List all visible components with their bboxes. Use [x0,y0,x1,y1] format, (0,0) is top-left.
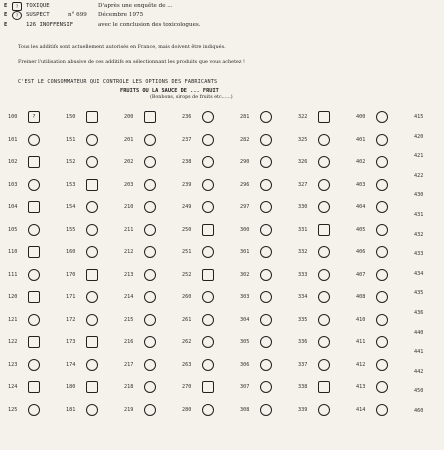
additive-code: 435 [414,290,424,297]
additive-code: 236 [182,114,192,120]
additive-code: 415 [414,114,424,120]
additive-code: 406 [356,249,366,255]
additive-code: 281 [240,114,250,120]
suspect-circle-icon [318,179,330,191]
additive-code: 100 [8,114,18,120]
suspect-circle-icon [376,404,388,416]
additive-code: 214 [124,294,134,300]
suspect-circle-icon [202,314,214,326]
suspect-circle-icon [318,314,330,326]
toxic-square-icon [318,381,330,393]
additive-code: 260 [182,294,192,300]
additive-code: 202 [124,159,134,165]
toxic-square-icon [86,179,98,191]
suspect-circle-icon [260,111,272,123]
suspect-circle-icon [376,111,388,123]
additive-code: 173 [66,339,76,345]
suspect-circle-icon [318,246,330,258]
legend-value: n° 699 [68,12,87,19]
additive-code: 104 [8,204,18,210]
suspect-circle-icon [260,381,272,393]
suspect-circle-icon [144,314,156,326]
additive-code: 280 [182,406,192,413]
additive-code: 400 [356,114,366,120]
additive-code: 301 [240,249,250,255]
toxic-square-icon [144,111,156,123]
additive-code: 404 [356,204,366,210]
additive-code: 339 [298,406,308,413]
suspect-circle-icon [260,156,272,168]
additive-code: 270 [182,384,192,390]
suspect-circle-icon [376,224,388,236]
suspect-circle-icon [376,156,388,168]
additive-code: 261 [182,316,192,323]
legend-code: E [4,12,8,19]
suspect-circle-icon [28,359,40,371]
additive-code: 430 [414,192,424,199]
additive-code: 422 [414,172,424,179]
additive-code: 153 [66,181,76,188]
additive-code: 152 [66,159,76,165]
additive-code: 434 [414,270,424,277]
additive-code: 335 [298,316,308,323]
suspect-circle-icon [86,359,98,371]
additive-code: 171 [66,294,76,300]
additive-code: 238 [182,159,192,165]
suspect-circle-icon [260,246,272,258]
additive-code: 405 [356,226,366,233]
suspect-circle-icon [376,246,388,258]
suspect-circle-icon [318,291,330,303]
additive-code: 303 [240,294,250,300]
suspect-circle-icon [202,359,214,371]
suspect-circle-icon [86,291,98,303]
suspect-circle-icon [28,404,40,416]
additive-code: 111 [8,271,18,278]
additive-code: 325 [298,136,308,143]
additive-code: 420 [414,133,424,140]
suspect-circle-icon [376,201,388,213]
suspect-circle-icon [202,134,214,146]
paragraph-authorization: Tous les additifs sont actuellement autorisés en France, mais doivent être indiqués. [18,44,226,50]
legend-code: E [4,21,8,28]
additive-code: 200 [124,114,134,120]
additive-code: 421 [414,153,424,160]
additive-code: 402 [356,159,366,165]
toxic-square-icon [28,246,40,258]
additive-code: 125 [8,406,18,413]
additive-code: 150 [66,114,76,120]
additive-code: 337 [298,361,308,368]
suspect-circle-icon [376,359,388,371]
additive-code: 308 [240,406,250,413]
suspect-circle-icon [318,134,330,146]
additive-code: 330 [298,204,308,210]
suspect-circle-icon [144,291,156,303]
additive-code: 122 [8,339,18,345]
additive-code: 219 [124,406,134,413]
additive-code: 110 [8,249,18,255]
suspect-circle-icon [318,201,330,213]
suspect-circle-icon [28,224,40,236]
toxic-square-icon [28,336,40,348]
suspect-circle-icon [202,179,214,191]
additive-code: 160 [66,249,76,255]
additive-code: 123 [8,361,18,368]
additive-code: 407 [356,271,366,278]
additive-code: 442 [414,368,424,375]
suspect-circle-icon [260,269,272,281]
legend-text: Décembre 1975 [98,12,144,19]
toxic-square-icon [202,224,214,236]
suspect-circle-icon [376,291,388,303]
additive-code: 296 [240,181,250,188]
suspect-circle-icon [144,224,156,236]
additive-code: 412 [356,361,366,368]
additive-code: 105 [8,226,18,233]
additive-code: 210 [124,204,134,210]
suspect-circle-icon [318,359,330,371]
additive-code: 332 [298,249,308,255]
suspect-circle-icon [86,134,98,146]
additive-code: 327 [298,181,308,188]
additive-code: 300 [240,226,250,233]
additive-code: 262 [182,339,192,345]
additive-code: 263 [182,361,192,368]
additive-grid [0,110,444,450]
toxic-square-icon [202,381,214,393]
suspect-circle-icon [144,179,156,191]
suspect-circle-icon [260,291,272,303]
suspect-circle-icon [86,246,98,258]
additive-code: 441 [414,349,424,356]
additive-code: 250 [182,226,192,233]
additive-code: 218 [124,384,134,390]
additive-code: 213 [124,271,134,278]
toxic-square-icon [202,269,214,281]
legend-row-suspect [2,11,442,20]
suspect-circle-icon [144,134,156,146]
suspect-circle-icon [260,336,272,348]
additive-code: 450 [414,388,424,395]
suspect-circle-icon [144,269,156,281]
additive-code: 334 [298,294,308,300]
additive-code: 120 [8,294,18,300]
suspect-circle-icon [318,269,330,281]
suspect-circle-icon [260,404,272,416]
additive-code: 249 [182,204,192,210]
suspect-circle-icon [144,201,156,213]
additive-code: 252 [182,271,192,278]
additive-code: 338 [298,384,308,390]
additive-code: 290 [240,159,250,165]
additive-code: 326 [298,159,308,165]
additive-code: 305 [240,339,250,345]
toxic-square-icon [86,111,98,123]
suspect-circle-icon [202,336,214,348]
additive-code: 410 [356,316,366,323]
legend-label: 126 INOFFENSIF [26,21,74,28]
additive-code: 460 [414,408,424,414]
toxic-square-icon [28,156,40,168]
suspect-circle-icon [376,336,388,348]
additive-code: 432 [414,231,424,238]
legend-row-toxique [2,2,442,11]
toxic-square-icon [86,381,98,393]
additive-code: 436 [414,310,424,316]
additive-code: 403 [356,181,366,188]
suspect-circle-icon [202,246,214,258]
additive-code: 302 [240,271,250,278]
suspect-circle-icon [376,381,388,393]
additive-code: 101 [8,136,18,143]
additive-code: 336 [298,339,308,345]
additive-code: 401 [356,136,366,143]
additive-code: 151 [66,136,76,143]
suspect-circle-icon [28,269,40,281]
suspect-circle-icon [376,314,388,326]
additive-code: 215 [124,316,134,323]
suspect-circle-icon [86,404,98,416]
toxic-square-icon [86,336,98,348]
additive-code: 203 [124,181,134,188]
additive-code: 154 [66,204,76,210]
suspect-circle-icon [202,404,214,416]
skull-icon: ? [12,2,22,11]
legend-header [2,2,442,30]
suspect-circle-icon [86,156,98,168]
additive-code: 239 [182,181,192,188]
suspect-circle-icon [260,314,272,326]
additive-code: 411 [356,339,366,345]
additive-code: 331 [298,226,308,233]
suspect-circle-icon [202,291,214,303]
additive-code: 306 [240,361,250,368]
additive-code: 282 [240,136,250,143]
additive-code: 322 [298,114,308,120]
additive-code: 124 [8,384,18,390]
suspect-circle-icon [144,336,156,348]
additive-code: 440 [414,329,424,336]
legend-text: D'après une enquête de ... [98,3,173,9]
additive-code: 174 [66,361,76,368]
suspect-circle-icon [144,156,156,168]
suspect-circle-icon [376,269,388,281]
additive-code: 217 [124,361,134,368]
suspect-circle-icon [318,336,330,348]
suspect-circle-icon [260,359,272,371]
toxic-square-icon [28,201,40,213]
warning-circle-icon: ? [12,11,22,20]
legend-text: avec le conclusion des toxicologues. [98,21,201,28]
suspect-circle-icon [376,179,388,191]
additive-code: 102 [8,159,18,165]
additive-code: 251 [182,249,192,255]
additive-code: 297 [240,204,250,210]
suspect-circle-icon [144,246,156,258]
suspect-circle-icon [260,201,272,213]
suspect-circle-icon [260,179,272,191]
additive-code: 414 [356,406,366,413]
table-subheading: (Bonbons, sirops de fruits etc......) [150,95,233,100]
suspect-circle-icon [202,201,214,213]
additive-code: 216 [124,339,134,345]
suspect-circle-icon [86,314,98,326]
toxic-square-icon: ? [28,111,40,123]
additive-code: 121 [8,316,18,323]
suspect-circle-icon [144,359,156,371]
additive-code: 170 [66,271,76,278]
suspect-circle-icon [28,314,40,326]
toxic-square-icon [86,269,98,281]
suspect-circle-icon [28,134,40,146]
consumer-heading: C'EST LE CONSOMMATEUR QUI CONTROLE LES OPTIONS DES FABRICANTS [18,79,218,85]
additive-code: 237 [182,136,192,143]
legend-row-inoffensif [2,21,442,30]
additive-code: 304 [240,316,250,323]
table-heading: FRUITS OU LA SAUCE DE ... FRUIT [120,88,219,94]
additive-code: 180 [66,384,76,390]
suspect-circle-icon [260,134,272,146]
suspect-circle-icon [86,224,98,236]
additive-code: 201 [124,136,134,143]
paragraph-advice: Freiner l'utilisation abusive de ces additifs en sélectionnant les produits que vous achetez ! [18,59,246,65]
additive-code: 431 [414,212,424,218]
additive-code: 307 [240,384,250,390]
suspect-circle-icon [202,111,214,123]
additive-code: 211 [124,226,134,233]
suspect-circle-icon [144,381,156,393]
suspect-circle-icon [318,404,330,416]
additive-code: 181 [66,406,76,413]
suspect-circle-icon [260,224,272,236]
additive-code: 155 [66,226,76,233]
toxic-square-icon [318,111,330,123]
suspect-circle-icon [86,201,98,213]
suspect-circle-icon [144,404,156,416]
additive-code: 433 [414,251,424,258]
suspect-circle-icon [202,156,214,168]
additive-code: 212 [124,249,134,255]
toxic-square-icon [28,381,40,393]
legend-code: E [4,3,8,9]
legend-label: SUSPECT [26,12,50,19]
suspect-circle-icon [28,179,40,191]
additive-code: 103 [8,181,18,188]
toxic-square-icon [28,291,40,303]
suspect-circle-icon [376,134,388,146]
additive-code: 413 [356,384,366,390]
suspect-circle-icon [318,156,330,168]
toxic-square-icon [318,224,330,236]
additive-code: 172 [66,316,76,323]
additive-code: 408 [356,294,366,300]
legend-label: TOXIQUE [26,3,50,9]
additive-code: 333 [298,271,308,278]
